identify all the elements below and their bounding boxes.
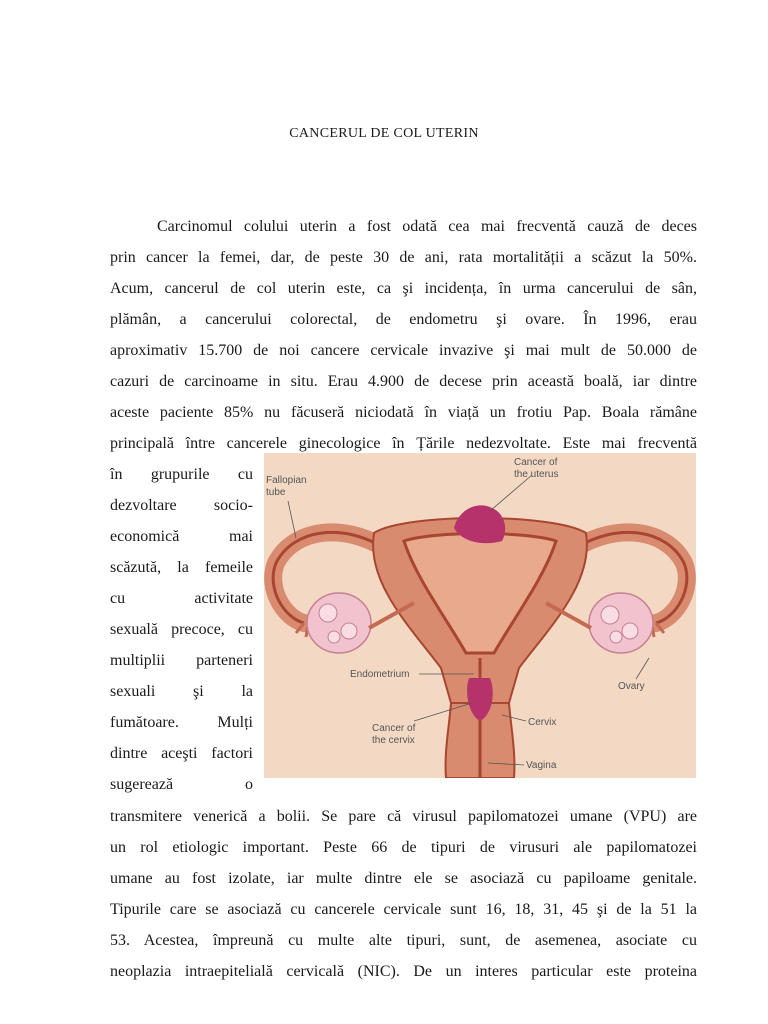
label-cancer-uterus-2: the uterus	[514, 469, 559, 480]
label-cancer-cervix-2: the cervix	[372, 735, 415, 746]
document-title: CANCERUL DE COL UTERIN	[289, 126, 479, 141]
label-cancer-uterus-1: Cancer of	[514, 457, 558, 468]
risk-factors-paragraph-line: economică mai	[110, 528, 253, 545]
label-fallopian-tube-1: Fallopian	[266, 475, 307, 486]
uterus-anatomy-figure	[264, 453, 696, 778]
intro-paragraph-line: plămân, a cancerului colorectal, de endometru şi ovare. În 1996, erau	[110, 311, 697, 328]
hpv-paragraph-line: Tipurile care se asociază cu cancerele cervicale sunt 16, 18, 31, 45 şi de la 51 la	[110, 901, 697, 918]
risk-factors-paragraph-line: multiplii parteneri	[110, 652, 253, 669]
risk-factors-paragraph-line: scăzută, la femeile	[110, 559, 253, 576]
hpv-paragraph-line: umane au fost izolate, iar multe dintre ele se asociază cu papiloame genitale.	[110, 870, 697, 887]
risk-factors-paragraph-line: dezvoltare socio-	[110, 497, 253, 514]
right-ovary	[589, 593, 653, 653]
hpv-paragraph-line: neoplazia intraepitelială cervicală (NIC). De un interes particular este proteina	[110, 963, 697, 980]
uterus-anatomy-diagram	[264, 453, 696, 778]
paragraph-hpv	[110, 801, 697, 987]
label-vagina: Vagina	[526, 760, 557, 771]
paragraph-intro	[110, 211, 697, 459]
risk-factors-paragraph-line: sexuali şi la	[110, 683, 253, 700]
hpv-paragraph-line: transmitere venerică a bolii. Se pare că virusul papilomatozei umane (VPU) are	[110, 808, 697, 825]
intro-paragraph-line: Acum, cancerul de col uterin este, ca şi incidența, în urma cancerului de sân,	[110, 280, 697, 297]
risk-factors-paragraph-line: sugerează o	[110, 776, 253, 793]
label-ovary: Ovary	[618, 681, 645, 692]
risk-factors-paragraph-line: fumătoare. Mulți	[110, 714, 253, 731]
risk-factors-paragraph-line: dintre aceşti factori	[110, 745, 253, 762]
intro-paragraph-line: cazuri de carcinoame in situ. Erau 4.900 de decese prin această boală, iar dintre	[110, 373, 697, 390]
risk-factors-paragraph-line: sexuală precoce, cu	[110, 621, 253, 638]
risk-factors-paragraph-line: cu activitate	[110, 590, 253, 607]
left-ovary	[307, 593, 371, 653]
intro-paragraph-line: Carcinomul colului uterin a fost odată cea mai frecventă cauză de deces	[157, 218, 697, 235]
intro-paragraph-line: prin cancer la femei, dar, de peste 30 de ani, rata mortalității a scăzut la 50%.	[110, 249, 697, 266]
label-cancer-cervix-1: Cancer of	[372, 723, 416, 734]
intro-paragraph-line: principală între cancerele ginecologice în Țările nedezvoltate. Este mai frecventă	[110, 435, 697, 452]
label-endometrium: Endometrium	[350, 669, 410, 680]
intro-paragraph-line: aceste paciente 85% nu făcuseră niciodată în viață un frotiu Pap. Boala rămâne	[110, 404, 697, 421]
label-cervix: Cervix	[528, 717, 557, 728]
hpv-paragraph-line: un rol etiologic important. Peste 66 de tipuri de virusuri ale papilomatozei	[110, 839, 697, 856]
intro-paragraph-line: aproximativ 15.700 de noi cancere cervicale invazive şi mai mult de 50.000 de	[110, 342, 697, 359]
risk-factors-paragraph-line: în grupurile cu	[110, 466, 253, 483]
hpv-paragraph-line: 53. Acestea, împreună cu multe alte tipuri, sunt, de asemenea, asociate cu	[110, 932, 697, 949]
label-fallopian-tube-2: tube	[266, 487, 286, 498]
paragraph-risk-factors	[110, 459, 253, 800]
